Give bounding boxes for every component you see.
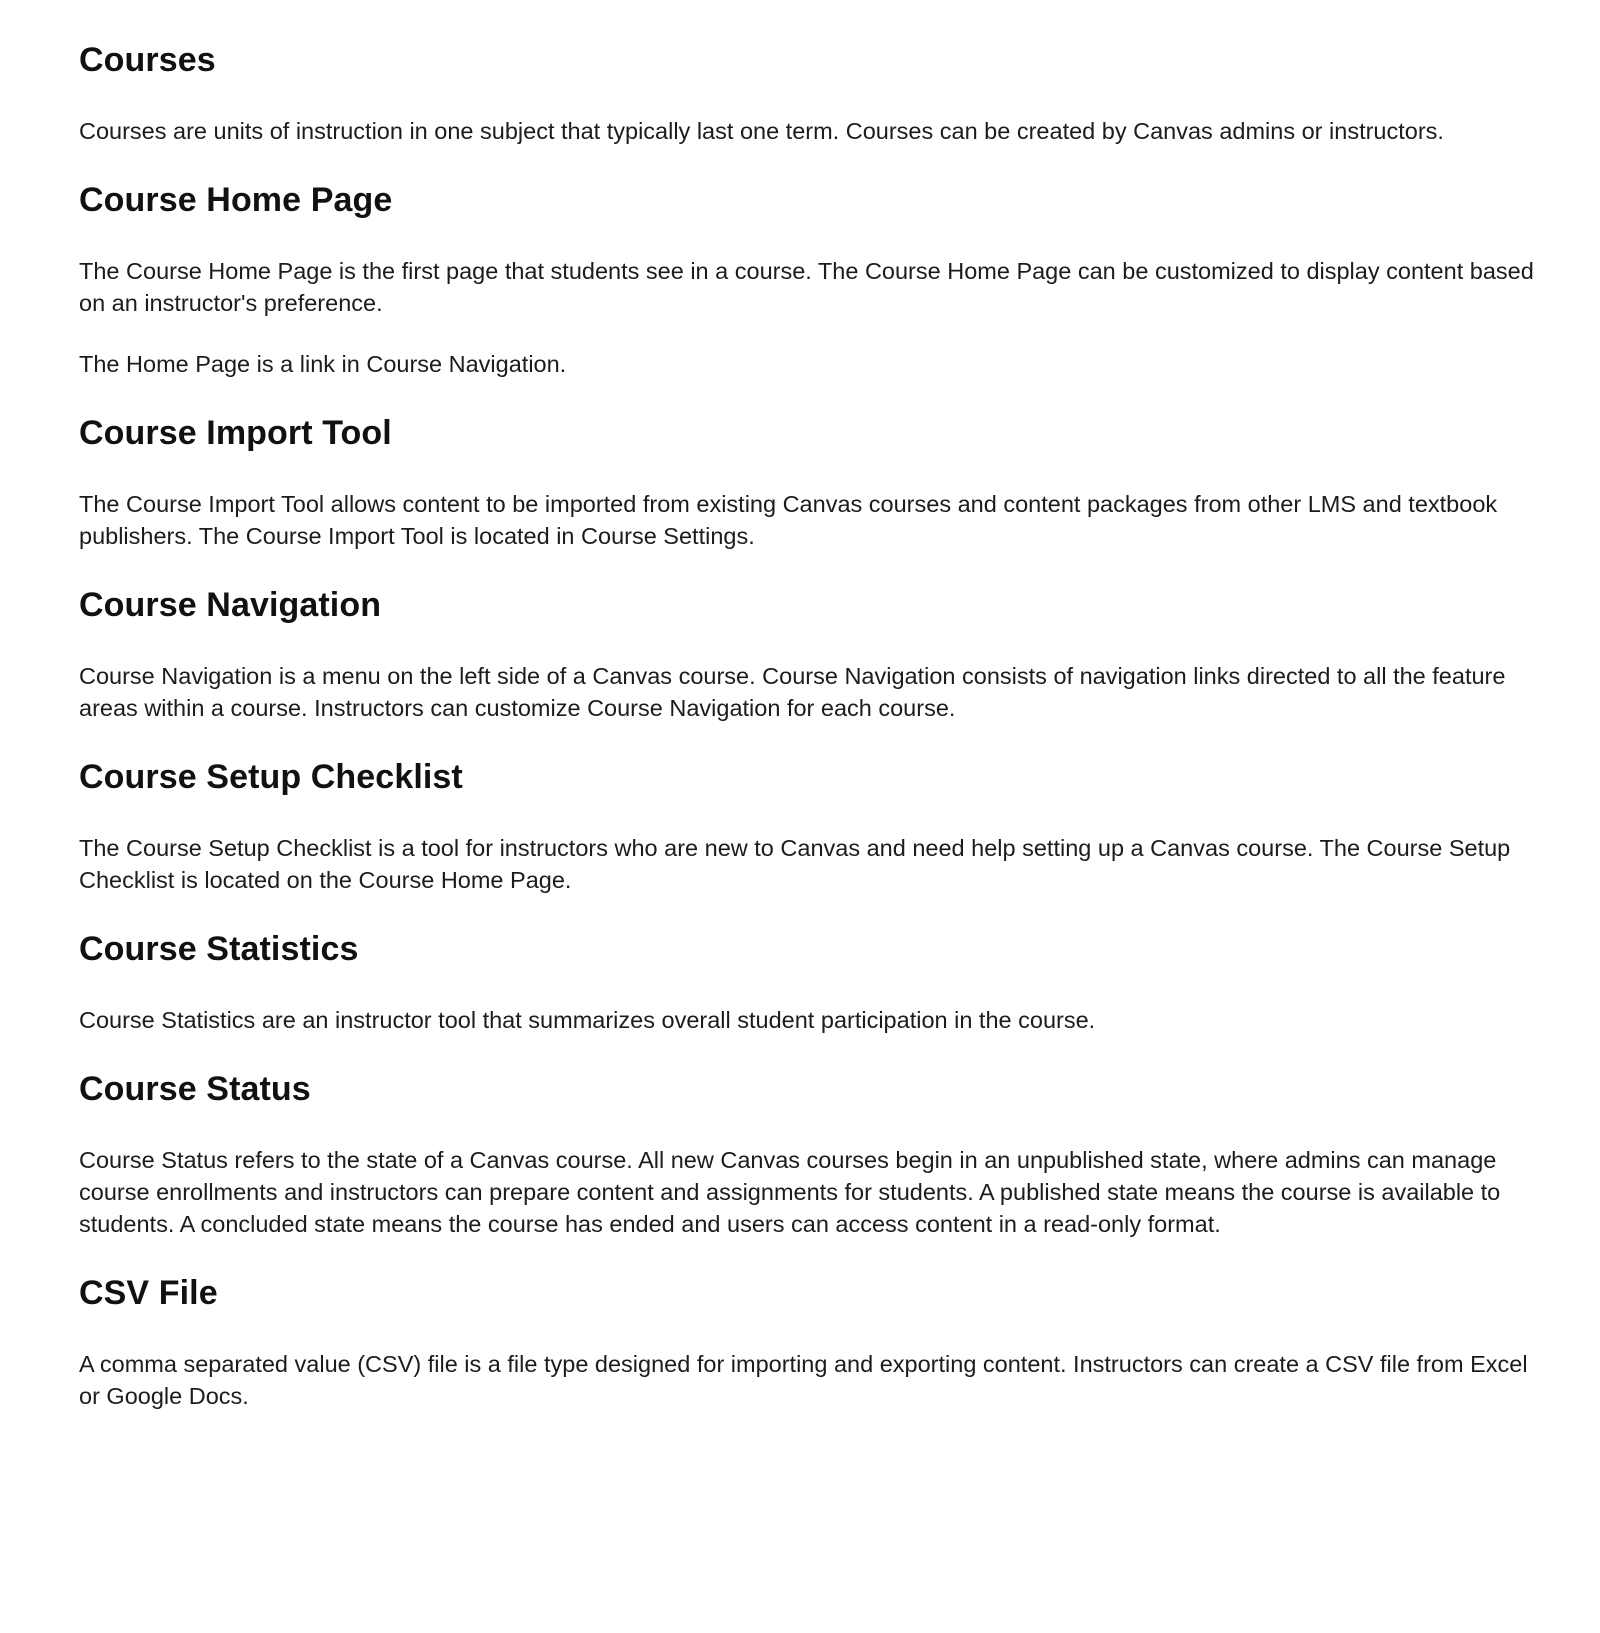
entry-paragraph: Courses are units of instruction in one subject that typically last one term. Courses can be created by Canvas admins or instructors. — [79, 118, 1444, 144]
entry-paragraph: Course Navigation is a menu on the left side of a Canvas course. Course Navigation consists of navigation links directed to all the feature areas within a course. Instructors can customize Course Navigation for each course. — [79, 663, 1506, 721]
entry-paragraph: The Home Page is a link in Course Navigation. — [79, 351, 567, 377]
glossary-entry-course-import-tool — [79, 409, 1539, 552]
entry-body — [79, 488, 1539, 552]
entry-body — [79, 1004, 1539, 1036]
glossary-entry-course-status — [79, 1065, 1539, 1240]
glossary-entry-course-setup-checklist — [79, 753, 1539, 896]
glossary-entry-course-statistics — [79, 925, 1539, 1036]
entry-body — [79, 1144, 1539, 1240]
entry-paragraph: Course Statistics are an instructor tool that summarizes overall student participation in the course. — [79, 1007, 1096, 1033]
entry-body — [79, 255, 1539, 380]
entry-heading: Course Setup Checklist — [79, 758, 463, 796]
entry-paragraph: The Course Home Page is the first page that students see in a course. The Course Home Page can be customized to display content based on an instructor's preference. — [79, 258, 1534, 316]
entry-heading: Course Home Page — [79, 181, 393, 219]
entry-body — [79, 832, 1539, 896]
glossary-entry-course-navigation — [79, 581, 1539, 724]
entry-body — [79, 660, 1539, 724]
entry-heading: Course Statistics — [79, 930, 359, 968]
entry-paragraph: The Course Import Tool allows content to be imported from existing Canvas courses and content packages from other LMS and textbook publishers. The Course Import Tool is located in Course Settings. — [79, 491, 1498, 549]
glossary-entry-csv-file — [79, 1269, 1539, 1412]
glossary-entry-course-home-page — [79, 176, 1539, 380]
entry-heading: Courses — [79, 41, 216, 79]
entry-heading: CSV File — [79, 1274, 218, 1312]
entry-paragraph: Course Status refers to the state of a Canvas course. All new Canvas courses begin in an unpublished state, where admins can manage course enrollments and instructors can prepare content and assignments for students. A published state means the course is available to students. A concluded state means the course has ended and users can access content in a read-only format. — [79, 1147, 1501, 1237]
glossary-page — [79, 36, 1539, 1412]
glossary-entry-courses — [79, 36, 1539, 147]
entry-paragraph: The Course Setup Checklist is a tool for instructors who are new to Canvas and need help setting up a Canvas course. The Course Setup Checklist is located on the Course Home Page. — [79, 835, 1511, 893]
entry-body — [79, 115, 1539, 147]
entry-body — [79, 1348, 1539, 1412]
entry-paragraph: A comma separated value (CSV) file is a file type designed for importing and exporting content. Instructors can create a CSV file from Excel or Google Docs. — [79, 1351, 1528, 1409]
entry-heading: Course Navigation — [79, 586, 382, 624]
entry-heading: Course Status — [79, 1070, 311, 1108]
entry-heading: Course Import Tool — [79, 414, 392, 452]
